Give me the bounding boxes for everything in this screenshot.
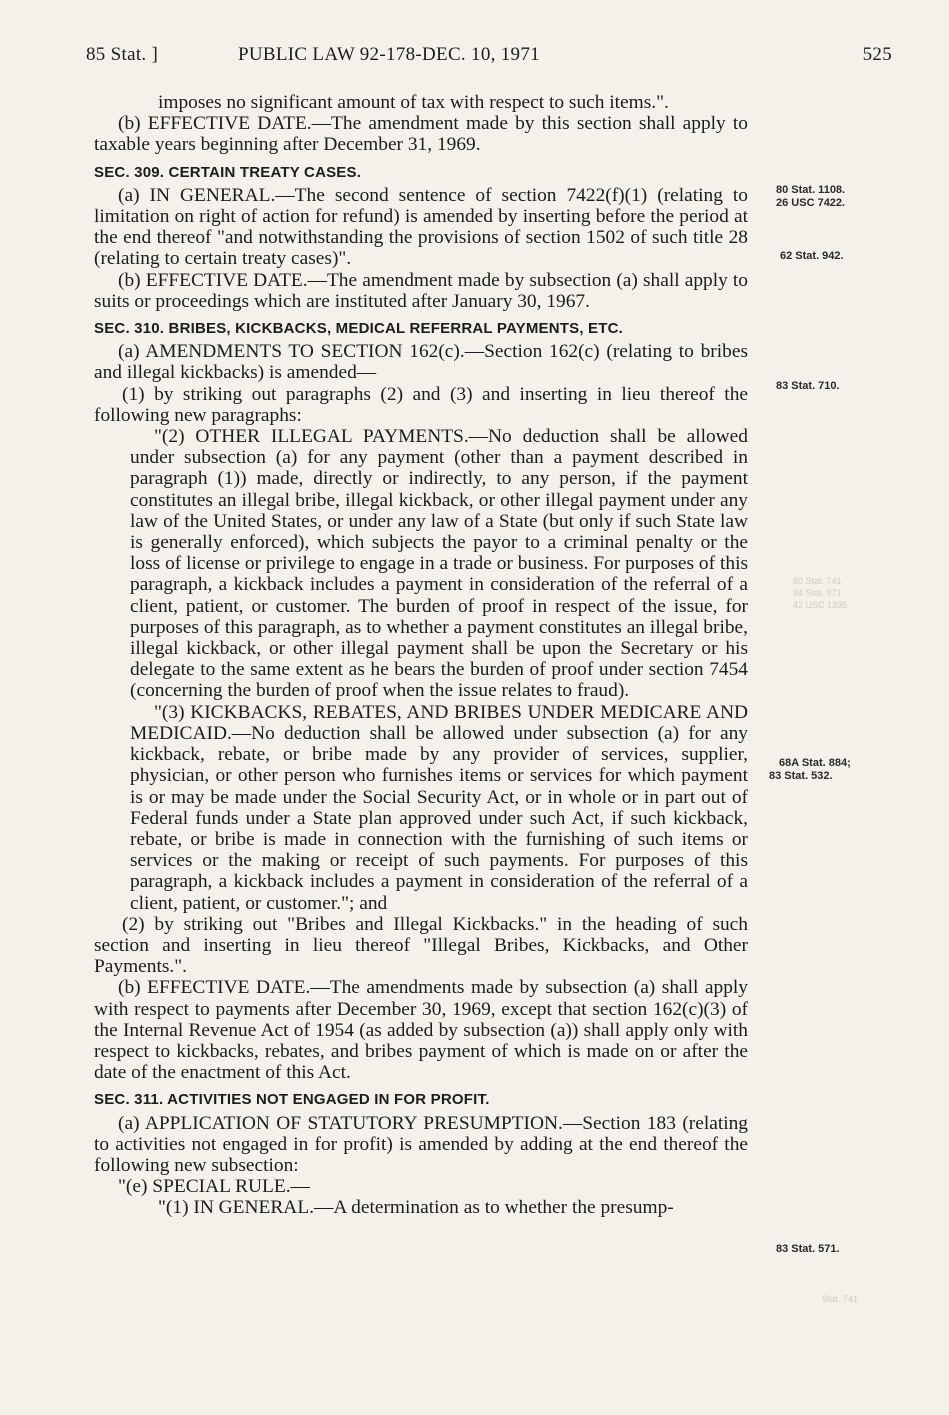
paragraph: (b) EFFECTIVE DATE.—The amendments made by subsection (a) shall apply with respect to payments after December 30, 1969, except that section 162(c)(3) of the Internal Revenue Act of 1954 (as added by subsection (a)) shall apply only with respect to kickbacks, rebates, and bribes payment of which is made on or after the date of the enactment of this Act. (94, 977, 748, 1084)
volume-citation: 85 Stat. ] (86, 44, 159, 65)
margin-note: 83 Stat. 571. (776, 1243, 840, 1255)
margin-note: 83 Stat. 532. (769, 770, 833, 782)
margin-note: 26 USC 7422. (776, 197, 846, 209)
paragraph: "(2) OTHER ILLEGAL PAYMENTS.—No deduction shall be allowed under subsection (a) for any payment (other than a payment described in paragraph (1)) made, directly or indirectly, to any person, if the payment constitutes an illegal bribe, illegal kickback, or other illegal payment under any law of the United States, or under any law of a State (but only if such State law is generally enforced), which subjects the payor to a criminal penalty or the loss of license or privilege to engage in a trade or business. For purposes of this paragraph, a kickback includes a payment in consideration of the referral of a client, patient, or customer. The burden of proof in respect of the issue, for purposes of this paragraph, as to whether a payment constitutes an illegal bribe, illegal kickback, or other illegal payment shall be upon the Secretary or his delegate to the same extent as he bears the burden of proof under section 7454 (concerning the burden of proof when the issue relates to fraud). (130, 426, 748, 702)
paragraph: (2) by striking out "Bribes and Illegal Kickbacks." in the heading of such section and inserting in lieu thereof "Illegal Bribes, Kickbacks, and Other Payments.". (94, 913, 748, 978)
section-heading: SEC. 310. BRIBES, KICKBACKS, MEDICAL REFERRAL PAYMENTS, ETC. (94, 320, 624, 338)
section-heading: SEC. 311. ACTIVITIES NOT ENGAGED IN FOR PROFIT. (94, 1091, 490, 1109)
paragraph: (a) IN GENERAL.—The second sentence of section 7422(f)(1) (relating to limitation on right of action for refund) is amended by inserting before the period at the end thereof "and notwithstanding the provisions of section 1502 of such title 28 (relating to certain treaty cases)". (94, 184, 748, 270)
section-heading: SEC. 309. CERTAIN TREATY CASES. (94, 163, 362, 181)
paragraph: (a) AMENDMENTS TO SECTION 162(c).—Section 162(c) (relating to bribes and illegal kickbacks) is amended— (94, 341, 748, 384)
bleed-through-note: 42 USC 1395 (793, 600, 848, 610)
page-number: 525 (862, 44, 892, 65)
paragraph: "(3) KICKBACKS, REBATES, AND BRIBES UNDER MEDICARE AND MEDICAID.—No deduction shall be allowed under subsection (a) for any kickback, rebate, or bribe made by any provider of services, supplier, physician, or other person who furnishes items or services for which payment is or may be made under the Social Security Act, or in whole or in part out of Federal funds under a State plan approved under such Act, if such kickback, rebate, or bribe is made in connection with the furnishing of such items or services or the making or receipt of such payments. For purposes of this paragraph, a kickback includes a payment in consideration of the referral of a client, patient, or customer."; and (130, 701, 748, 914)
margin-note: 68A Stat. 884; (779, 757, 851, 769)
paragraph: (1) by striking out paragraphs (2) and (3) and inserting in lieu thereof the following new paragraphs: (94, 383, 748, 426)
bleed-through-note: 84 Stat. 971 (793, 588, 842, 598)
body-text (94, 92, 748, 1219)
paragraph: (a) APPLICATION OF STATUTORY PRESUMPTION.—Section 183 (relating to activities not engaged in for profit) is amended by adding at the end thereof the following new subsection: (94, 1112, 748, 1176)
margin-note: 83 Stat. 710. (776, 380, 840, 392)
paragraph: (b) EFFECTIVE DATE.—The amendment made by this section shall apply to taxable years beginning after December 31, 1969. (94, 113, 748, 156)
bleed-through-note: 80 Stat. 741 (793, 576, 842, 586)
paragraph: "(1) IN GENERAL.—A determination as to whether the presump- (158, 1197, 674, 1219)
quoted-block (94, 426, 748, 914)
running-header (86, 44, 894, 72)
paragraph: "(e) SPECIAL RULE.— (118, 1176, 310, 1198)
quoted-block (94, 914, 748, 978)
margin-note: 62 Stat. 942. (780, 250, 844, 262)
quoted-block (94, 384, 748, 426)
page-title: PUBLIC LAW 92-178-DEC. 10, 1971 (238, 44, 540, 65)
bleed-through-note: Stat. 741 (822, 1294, 859, 1304)
paragraph: imposes no significant amount of tax with respect to such items.". (158, 92, 669, 113)
paragraph: (b) EFFECTIVE DATE.—The amendment made by subsection (a) shall apply to suits or proceedings which are instituted after January 30, 1967. (94, 269, 748, 312)
margin-note: 80 Stat. 1108. (776, 184, 846, 196)
